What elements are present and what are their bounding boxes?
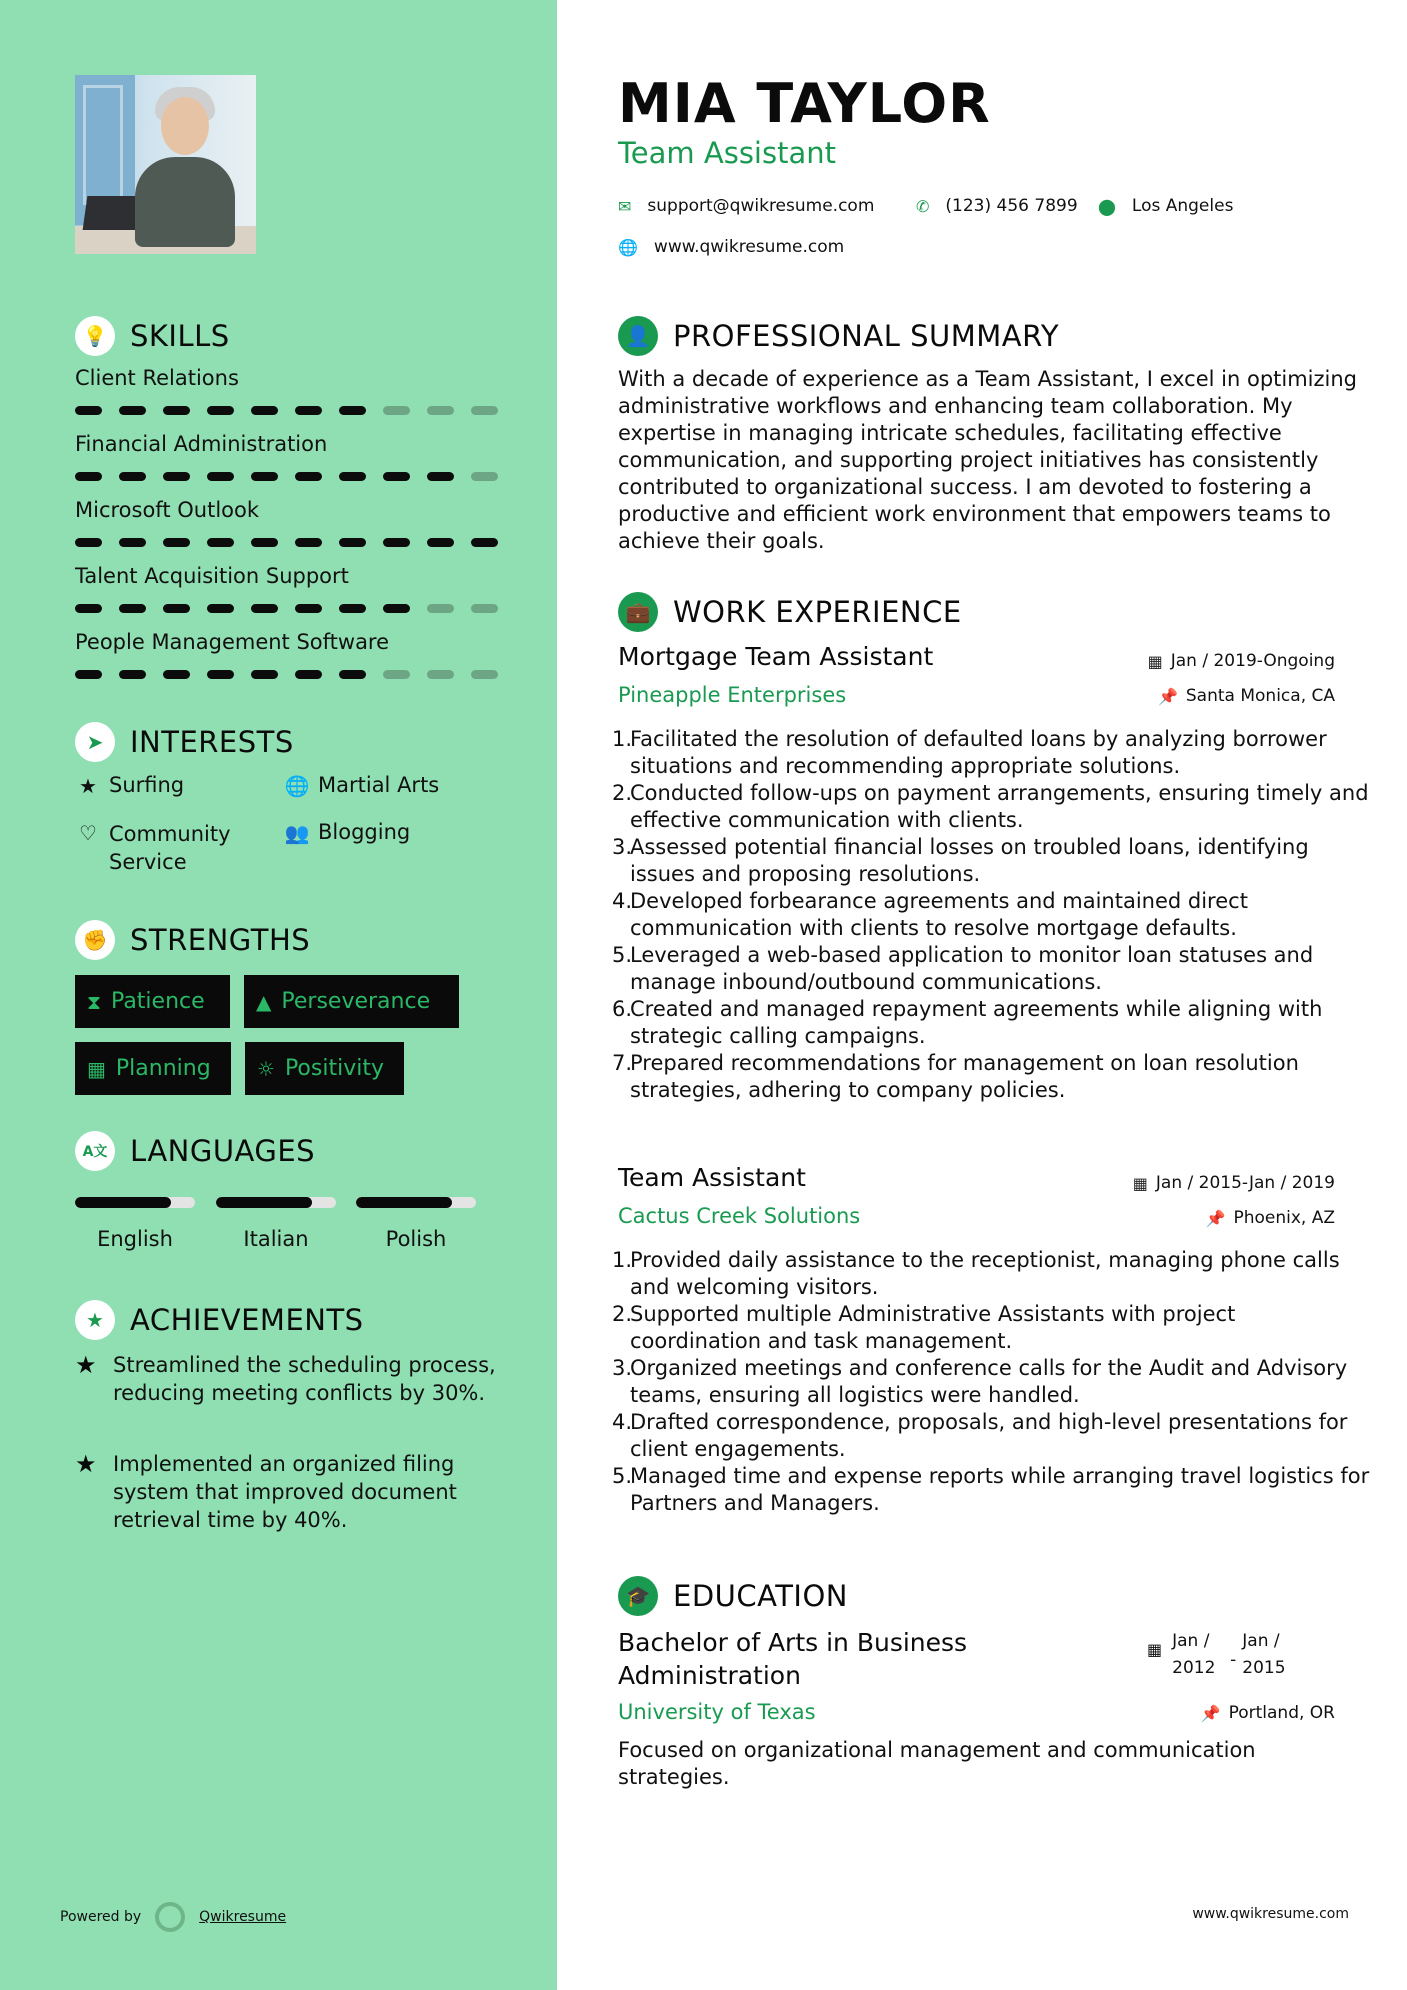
job-position: Mortgage Team Assistant: [618, 642, 934, 671]
skill-dot: [339, 406, 366, 415]
skill-dot: [75, 472, 102, 481]
skill-dot: [207, 406, 234, 415]
job-bullet: 2. Supported multiple Administrative Assistants with project coordination and task management.: [612, 1302, 1236, 1353]
fist-icon: ✊: [75, 920, 115, 960]
strength-chip: ⧗ Patience: [75, 975, 230, 1028]
skill-dot: [75, 604, 102, 613]
users-icon: 👥: [284, 821, 310, 845]
summary-title: PROFESSIONAL SUMMARY: [673, 319, 1060, 353]
skill-dot: [119, 670, 146, 679]
skill-level-dots: [75, 604, 501, 613]
interest-item: 🌐 Martial Arts: [284, 773, 440, 798]
graduation-cap-icon: 🎓: [618, 1576, 658, 1616]
hourglass-icon: ⧗: [87, 989, 102, 1014]
powered-by: Powered by Qwikresume: [60, 1902, 286, 1932]
skill-dot: [251, 670, 278, 679]
interest-item: ★ Surfing: [75, 773, 184, 799]
road-icon: ▲: [256, 989, 272, 1014]
skill-dot: [251, 472, 278, 481]
interest-item: ♡ Community Service: [75, 820, 255, 876]
achievements-heading: [75, 1300, 364, 1340]
user-icon: 👤: [618, 316, 658, 356]
interest-item: 👥 Blogging: [284, 820, 411, 845]
brand-link[interactable]: Qwikresume: [199, 1909, 287, 1925]
languages-heading: [75, 1131, 315, 1171]
lightbulb-icon: 💡: [75, 316, 115, 356]
skill-dot: [471, 472, 498, 481]
skill-dot: [427, 538, 454, 547]
language-level-fill: [75, 1197, 171, 1208]
skill-dot: [119, 538, 146, 547]
skill-dot: [295, 406, 322, 415]
globe-icon: 🌐: [284, 774, 310, 798]
skill-dot: [339, 604, 366, 613]
skill-dot: [383, 604, 410, 613]
language-level-fill: [216, 1197, 312, 1208]
experience-heading: [618, 592, 962, 632]
language-level-bar: [75, 1197, 195, 1208]
job-bullet: 5. Managed time and expense reports while arranging travel logistics for Partners and Managers.: [612, 1464, 1370, 1515]
skills-title: SKILLS: [130, 319, 230, 353]
interests-heading: [75, 722, 294, 762]
skill-dot: [119, 604, 146, 613]
candidate-name: MIA TAYLOR: [618, 72, 991, 135]
map-pin-icon: ⬤: [1098, 196, 1116, 216]
skill-dot: [251, 538, 278, 547]
skill-dot: [163, 670, 190, 679]
skill-dot: [471, 604, 498, 613]
job-bullet: 1. Facilitated the resolution of defaulted loans by analyzing borrower situations and recommending appropriate solutions.: [612, 727, 1327, 778]
sidebar: [0, 0, 557, 1990]
strength-chip: ☼ Positivity: [245, 1042, 404, 1095]
education-dates: ▦ Jan / 2012 - Jan / 2015: [1147, 1628, 1294, 1682]
job-bullets: [612, 726, 1372, 1104]
footer-url[interactable]: www.qwikresume.com: [1192, 1906, 1349, 1922]
job-bullet: 1. Provided daily assistance to the receptionist, managing phone calls and welcoming visitors.: [612, 1248, 1340, 1299]
skill-dot: [75, 406, 102, 415]
summary-heading: [618, 316, 1059, 356]
skill-dot: [163, 604, 190, 613]
email[interactable]: ✉ support@qwikresume.com: [618, 196, 875, 216]
star-icon: ★: [75, 1450, 97, 1478]
paper-plane-icon: ➤: [75, 722, 115, 762]
job-bullet: 3. Assessed potential financial losses on troubled loans, identifying issues and proposing resolutions.: [612, 835, 1309, 886]
language-name: Polish: [385, 1227, 447, 1251]
strengths-heading: [75, 920, 310, 960]
phone-icon: ✆: [916, 196, 930, 216]
strengths-title: STRENGTHS: [130, 923, 311, 957]
qwikresume-logo-icon: [155, 1902, 185, 1932]
job-bullet: 2. Conducted follow-ups on payment arrangements, ensuring timely and effective communication with clients.: [612, 781, 1369, 832]
skill-dot: [295, 604, 322, 613]
phone: ✆ (123) 456 7899: [916, 196, 1078, 216]
language-icon: A文: [75, 1131, 115, 1171]
job-company: Pineapple Enterprises: [618, 683, 847, 707]
job-company: Cactus Creek Solutions: [618, 1204, 861, 1228]
calendar-icon: ▦: [1147, 651, 1163, 671]
skill-dot: [471, 670, 498, 679]
education-degree: Bachelor of Arts in Business Administration: [618, 1628, 968, 1690]
map-pin-icon: 📌: [1157, 686, 1178, 706]
skill-name: Financial Administration: [75, 432, 328, 456]
skill-dot: [207, 472, 234, 481]
skill-dot: [295, 472, 322, 481]
skill-dot: [339, 670, 366, 679]
skill-dot: [427, 670, 454, 679]
calendar-icon: ▦: [1147, 1640, 1163, 1659]
summary-text: With a decade of experience as a Team Assistant, I excel in optimizing administrative workflows and enhancing team collaboration. My expertise in managing intricate schedules, facilitating effective communication, and supporting project initiatives has consistently contributed to organizational success. I am devoted to fostering a productive and efficient work environment that empowers teams to achieve their goals.: [618, 367, 1358, 553]
job-dates: ▦ Jan / 2019-Ongoing: [1147, 651, 1335, 671]
skill-dot: [295, 538, 322, 547]
job-position: Team Assistant: [618, 1163, 806, 1192]
map-pin-icon: 📌: [1205, 1208, 1226, 1228]
skill-dot: [119, 472, 146, 481]
skill-dot: [427, 472, 454, 481]
skill-level-dots: [75, 538, 501, 547]
star-icon: ★: [75, 1351, 97, 1379]
skills-heading: [75, 316, 230, 356]
mail-icon: ✉: [618, 196, 632, 216]
skill-dot: [471, 406, 498, 415]
briefcase-icon: 💼: [618, 592, 658, 632]
achievement-star-icon: ★: [75, 1300, 115, 1340]
skill-name: Microsoft Outlook: [75, 498, 260, 522]
skill-dot: [295, 670, 322, 679]
calendar-icon: ▦: [87, 1056, 106, 1081]
education-heading: [618, 1576, 848, 1616]
languages-title: LANGUAGES: [130, 1134, 316, 1168]
job-bullet: 5. Leveraged a web-based application to monitor loan statuses and manage inbound/outbound communications.: [612, 943, 1314, 994]
achievement-item: ★ Streamlined the scheduling process, reducing meeting conflicts by 30%.: [75, 1351, 496, 1405]
skill-dot: [75, 538, 102, 547]
map-pin-icon: 📌: [1200, 1703, 1221, 1723]
experience-title: WORK EXPERIENCE: [673, 595, 962, 629]
skill-dot: [251, 406, 278, 415]
skill-dot: [207, 538, 234, 547]
language-level-bar: [356, 1197, 476, 1208]
skill-dot: [427, 406, 454, 415]
achievements-title: ACHIEVEMENTS: [130, 1303, 364, 1337]
job-location: 📌 Phoenix, AZ: [1205, 1208, 1335, 1228]
sun-icon: ☼: [257, 1056, 275, 1081]
education-title: EDUCATION: [673, 1579, 849, 1613]
skill-dot: [427, 604, 454, 613]
language-level-bar: [216, 1197, 336, 1208]
profile-photo: [75, 75, 256, 254]
skill-dot: [339, 538, 366, 547]
interests-title: INTERESTS: [130, 725, 294, 759]
skill-dot: [383, 538, 410, 547]
job-title: Team Assistant: [618, 136, 836, 170]
strength-chip: ▦ Planning: [75, 1042, 231, 1095]
language-name: Italian: [243, 1227, 309, 1251]
skill-dot: [119, 406, 146, 415]
language-name: English: [97, 1227, 173, 1251]
calendar-icon: ▦: [1132, 1173, 1148, 1193]
skill-name: People Management Software: [75, 630, 390, 654]
job-location: 📌 Santa Monica, CA: [1157, 686, 1335, 706]
education-location: 📌 Portland, OR: [1200, 1703, 1335, 1723]
skill-name: Client Relations: [75, 366, 239, 390]
website[interactable]: 🌐 www.qwikresume.com: [618, 237, 845, 257]
language-level-fill: [356, 1197, 452, 1208]
globe-icon: 🌐: [618, 237, 638, 257]
job-dates: ▦ Jan / 2015-Jan / 2019: [1132, 1173, 1335, 1193]
strength-chip: ▲ Perseverance: [244, 975, 459, 1028]
star-icon: ★: [79, 774, 97, 798]
skill-dot: [207, 670, 234, 679]
skill-name: Talent Acquisition Support: [75, 564, 349, 588]
skill-dot: [163, 538, 190, 547]
job-bullet: 4. Developed forbearance agreements and maintained direct communication with clients to resolve mortgage defaults.: [612, 889, 1248, 940]
skill-dot: [207, 604, 234, 613]
skill-dot: [75, 670, 102, 679]
education-description: Focused on organizational management and communication strategies.: [618, 1738, 1256, 1789]
skill-dot: [251, 604, 278, 613]
job-bullet: 3. Organized meetings and conference calls for the Audit and Advisory teams, ensuring all logistics were handled.: [612, 1356, 1348, 1407]
heart-hand-icon: ♡: [79, 821, 97, 845]
skill-dot: [471, 538, 498, 547]
job-bullet: 7. Prepared recommendations for management on loan resolution strategies, adhering to company policies.: [612, 1051, 1299, 1102]
job-bullets: [612, 1247, 1372, 1517]
skill-dot: [383, 670, 410, 679]
skill-dot: [163, 472, 190, 481]
skill-dot: [383, 406, 410, 415]
location: ⬤ Los Angeles: [1098, 196, 1234, 216]
achievement-item: ★ Implemented an organized filing system that improved document retrieval time by 40%.: [75, 1450, 457, 1532]
education-school: University of Texas: [618, 1700, 816, 1724]
job-bullet: 6. Created and managed repayment agreements while aligning with strategic calling campaigns.: [612, 997, 1323, 1048]
skill-dot: [383, 472, 410, 481]
main-content: [557, 0, 1407, 1990]
skill-level-dots: [75, 472, 501, 481]
skill-level-dots: [75, 406, 501, 415]
skill-dot: [339, 472, 366, 481]
skill-level-dots: [75, 670, 501, 679]
skill-dot: [163, 406, 190, 415]
job-bullet: 4. Drafted correspondence, proposals, and high-level presentations for client engagements.: [612, 1410, 1348, 1461]
